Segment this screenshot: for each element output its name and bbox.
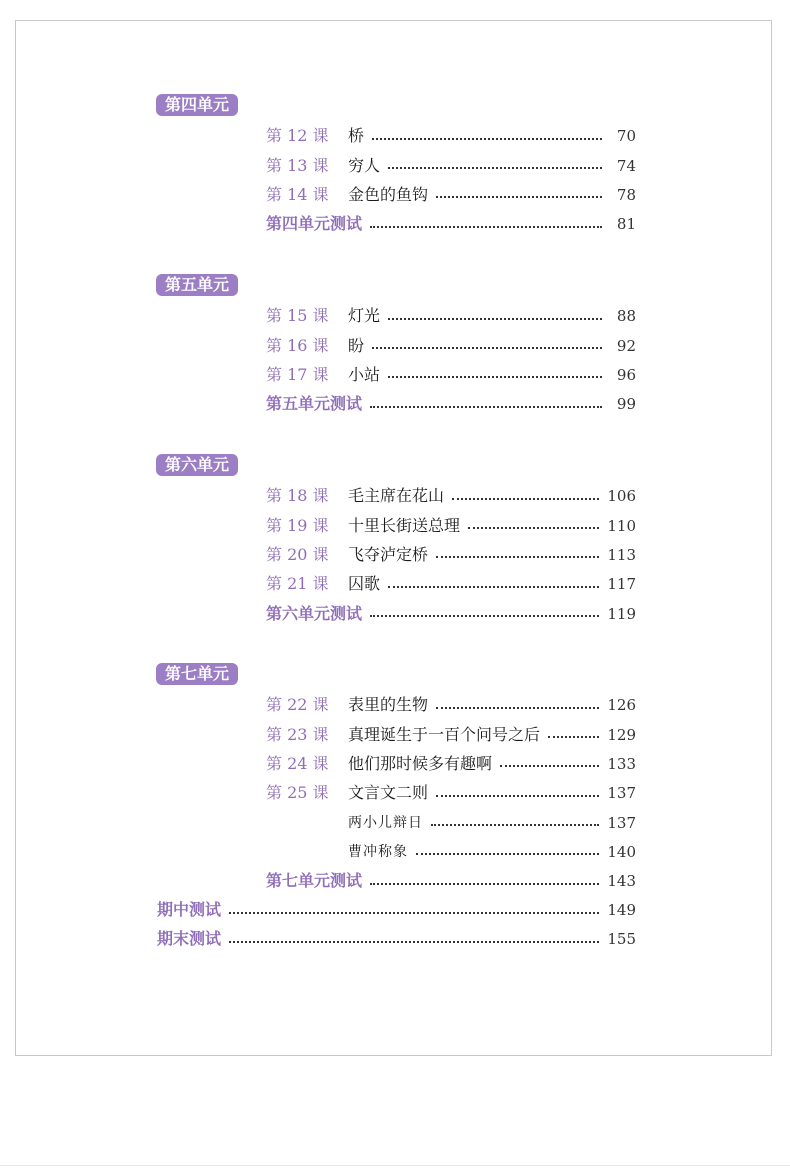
unit-badge: 第六单元	[156, 454, 238, 476]
unit-test-entry[interactable]	[266, 870, 636, 892]
entry-title: 真理诞生于一百个问号之后	[348, 724, 541, 744]
unit-test-entry[interactable]	[266, 393, 636, 415]
entry-title: 表里的生物	[348, 695, 429, 715]
dot-leader	[436, 795, 599, 797]
entry-title: 十里长街送总理	[348, 515, 461, 535]
document-page	[15, 20, 772, 1056]
page-number: 92	[616, 336, 636, 355]
lesson-number: 第 17 课	[266, 364, 329, 384]
entry-title: 毛主席在花山	[348, 486, 445, 506]
unit-badge: 第七单元	[156, 663, 238, 685]
dot-leader	[436, 196, 602, 198]
dot-leader	[388, 167, 602, 169]
lesson-number: 第 19 课	[266, 515, 329, 535]
page-number: 88	[616, 307, 636, 326]
page-number: 149	[607, 901, 636, 919]
page-number: 74	[616, 156, 636, 175]
page-number: 137	[607, 784, 636, 803]
lesson-entry[interactable]	[266, 753, 636, 775]
dot-leader	[372, 138, 602, 140]
lesson-entry[interactable]	[266, 335, 636, 357]
entry-title: 小站	[348, 364, 381, 384]
entry-title: 灯光	[348, 306, 381, 326]
dot-leader	[548, 736, 599, 738]
dot-leader	[370, 615, 599, 617]
page-number: 155	[607, 930, 636, 948]
dot-leader	[416, 853, 599, 855]
lesson-number: 第 13 课	[266, 155, 329, 175]
lesson-number: 第 16 课	[266, 335, 329, 355]
dot-leader	[500, 765, 599, 767]
entry-title: 他们那时候多有趣啊	[348, 753, 493, 773]
entry-title: 桥	[348, 126, 365, 146]
dot-leader	[388, 376, 602, 378]
dot-leader	[436, 556, 599, 558]
entry-title: 第五单元测试	[266, 394, 363, 414]
lesson-entry[interactable]	[266, 155, 636, 177]
page-number: 137	[607, 813, 636, 832]
dot-leader	[452, 498, 599, 500]
page-number: 81	[616, 215, 636, 234]
page-number: 119	[607, 604, 636, 623]
lesson-entry[interactable]	[266, 485, 636, 507]
entry-title: 第四单元测试	[266, 214, 363, 234]
dot-leader	[431, 824, 599, 826]
dot-leader	[372, 347, 602, 349]
unit-badge: 第四单元	[156, 94, 238, 116]
page-number: 99	[616, 395, 636, 414]
table-of-contents	[16, 21, 771, 1055]
lesson-entry[interactable]	[266, 305, 636, 327]
page-number: 70	[616, 127, 636, 146]
lesson-entry[interactable]	[266, 364, 636, 386]
entry-title: 第六单元测试	[266, 603, 363, 623]
entry-title: 囚歌	[348, 574, 381, 594]
page-number: 96	[616, 365, 636, 384]
entry-title: 两小儿辩日	[348, 814, 423, 831]
lesson-number: 第 18 课	[266, 486, 329, 506]
dot-leader	[370, 226, 602, 228]
lesson-entry[interactable]	[266, 544, 636, 566]
page-number: 117	[607, 575, 636, 594]
lesson-number: 第 12 课	[266, 126, 329, 146]
entry-title: 曹冲称象	[348, 843, 408, 860]
page-number: 143	[607, 872, 636, 891]
lesson-number: 第 15 课	[266, 306, 329, 326]
lesson-entry[interactable]	[266, 515, 636, 537]
page-number: 133	[607, 754, 636, 773]
sub-lesson-entry[interactable]	[266, 812, 636, 834]
entry-title: 穷人	[348, 155, 381, 175]
dot-leader	[229, 941, 599, 943]
entry-title: 盼	[348, 335, 365, 355]
lesson-entry[interactable]	[266, 184, 636, 206]
dot-leader	[436, 707, 599, 709]
lesson-entry[interactable]	[266, 724, 636, 746]
lesson-entry[interactable]	[266, 782, 636, 804]
lesson-entry[interactable]	[266, 125, 636, 147]
dot-leader	[388, 318, 602, 320]
page-number: 129	[607, 725, 636, 744]
dot-leader	[468, 527, 599, 529]
page-number: 113	[607, 545, 636, 564]
dot-leader	[370, 883, 599, 885]
exam-title: 期中测试	[157, 900, 222, 919]
exam-entry[interactable]	[157, 928, 636, 950]
unit-test-entry[interactable]	[266, 603, 636, 625]
page-number: 140	[607, 842, 636, 861]
page-number: 106	[607, 487, 636, 506]
entry-title: 金色的鱼钩	[348, 184, 429, 204]
entry-title: 第七单元测试	[266, 871, 363, 891]
lesson-number: 第 14 课	[266, 184, 329, 204]
unit-test-entry[interactable]	[266, 213, 636, 235]
lesson-number: 第 25 课	[266, 783, 329, 803]
lesson-number: 第 20 课	[266, 544, 329, 564]
page-number: 126	[607, 696, 636, 715]
entry-title: 文言文二则	[348, 783, 429, 803]
page-number: 78	[616, 185, 636, 204]
lesson-entry[interactable]	[266, 694, 636, 716]
lesson-number: 第 22 课	[266, 695, 329, 715]
dot-leader	[388, 586, 599, 588]
bottom-divider	[0, 1165, 790, 1166]
sub-lesson-entry[interactable]	[266, 841, 636, 863]
page-number: 110	[607, 516, 636, 535]
entry-title: 飞夺泸定桥	[348, 544, 429, 564]
unit-badge: 第五单元	[156, 274, 238, 296]
dot-leader	[370, 406, 602, 408]
exam-entry[interactable]	[157, 899, 636, 921]
lesson-number: 第 24 课	[266, 753, 329, 773]
lesson-entry[interactable]	[266, 573, 636, 595]
lesson-number: 第 23 课	[266, 724, 329, 744]
dot-leader	[229, 912, 599, 914]
exam-title: 期末测试	[157, 929, 222, 948]
lesson-number: 第 21 课	[266, 574, 329, 594]
